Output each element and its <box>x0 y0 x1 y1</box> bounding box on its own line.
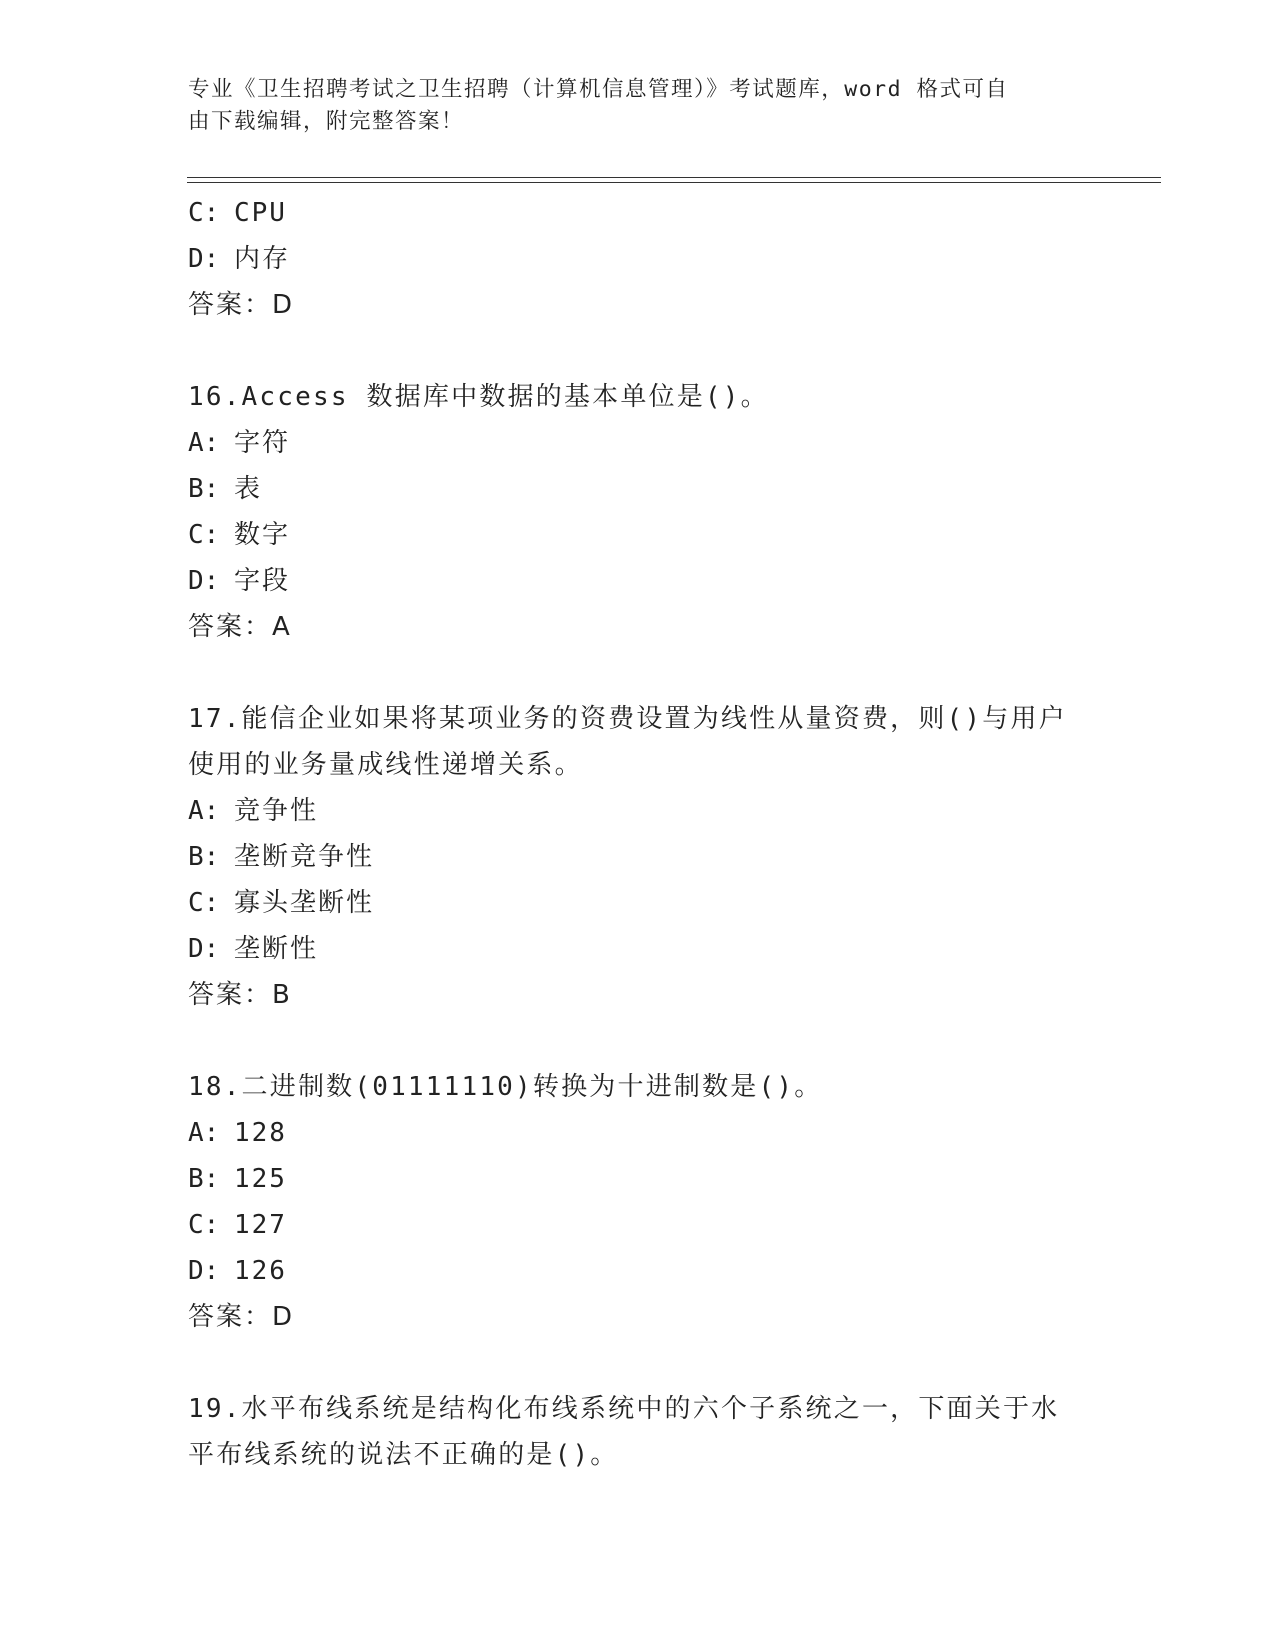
option-row <box>188 834 1088 880</box>
option-text: 寡头垄断性 <box>234 888 375 918</box>
answer-line: 答案：B <box>188 980 292 1010</box>
option-text: 字段 <box>234 566 291 596</box>
answer-line: 答案：A <box>188 612 292 642</box>
option-row <box>188 1110 1088 1156</box>
option-row <box>188 558 1088 604</box>
option-key: A: <box>188 428 220 458</box>
header-line-1: 专业《卫生招聘考试之卫生招聘（计算机信息管理）》考试题库，word 格式可自 <box>188 77 1009 102</box>
document-header <box>188 74 1068 138</box>
option-key: C: <box>188 888 220 918</box>
option-row <box>188 466 1088 512</box>
option-row <box>188 190 1088 236</box>
header-line-2: 由下载编辑，附完整答案！ <box>188 109 465 134</box>
header-divider-top <box>187 177 1161 178</box>
question-list <box>188 190 1088 1478</box>
option-text: 125 <box>234 1164 287 1194</box>
answer-line: 答案：D <box>188 1302 295 1332</box>
option-key: B: <box>188 842 220 872</box>
option-key: C: <box>188 198 220 228</box>
option-row <box>188 1248 1088 1294</box>
option-key: A: <box>188 796 220 826</box>
option-key: B: <box>188 1164 220 1194</box>
option-key: D: <box>188 1256 220 1286</box>
question-text: 平布线系统的说法不正确的是()。 <box>188 1440 619 1470</box>
option-row <box>188 1156 1088 1202</box>
option-text: 内存 <box>234 244 291 274</box>
option-row <box>188 788 1088 834</box>
question-text: 16.Access 数据库中数据的基本单位是()。 <box>188 382 769 412</box>
option-key: C: <box>188 520 220 550</box>
option-text: 垄断性 <box>234 934 319 964</box>
option-row <box>188 880 1088 926</box>
option-text: 128 <box>234 1118 287 1148</box>
option-key: D: <box>188 934 220 964</box>
option-row <box>188 236 1088 282</box>
option-row <box>188 1202 1088 1248</box>
question-text: 19.水平布线系统是结构化布线系统中的六个子系统之一，下面关于水 <box>188 1394 1060 1424</box>
option-text: 127 <box>234 1210 287 1240</box>
option-key: A: <box>188 1118 220 1148</box>
question-text: 使用的业务量成线性递增关系。 <box>188 750 583 780</box>
question-text: 17.能信企业如果将某项业务的资费设置为线性从量资费，则()与用户 <box>188 704 1067 734</box>
option-text: 数字 <box>234 520 291 550</box>
option-text: 竞争性 <box>234 796 319 826</box>
option-text: 表 <box>234 474 263 504</box>
option-row <box>188 926 1088 972</box>
option-text: 126 <box>234 1256 287 1286</box>
header-divider-bottom <box>187 182 1161 183</box>
option-text: 垄断竞争性 <box>234 842 375 872</box>
answer-line: 答案：D <box>188 290 295 320</box>
option-text: CPU <box>234 198 287 228</box>
option-key: D: <box>188 244 220 274</box>
option-key: D: <box>188 566 220 596</box>
option-key: B: <box>188 474 220 504</box>
option-key: C: <box>188 1210 220 1240</box>
option-text: 字符 <box>234 428 291 458</box>
question-text: 18.二进制数(01111110)转换为十进制数是()。 <box>188 1072 823 1102</box>
option-row <box>188 512 1088 558</box>
option-row <box>188 420 1088 466</box>
